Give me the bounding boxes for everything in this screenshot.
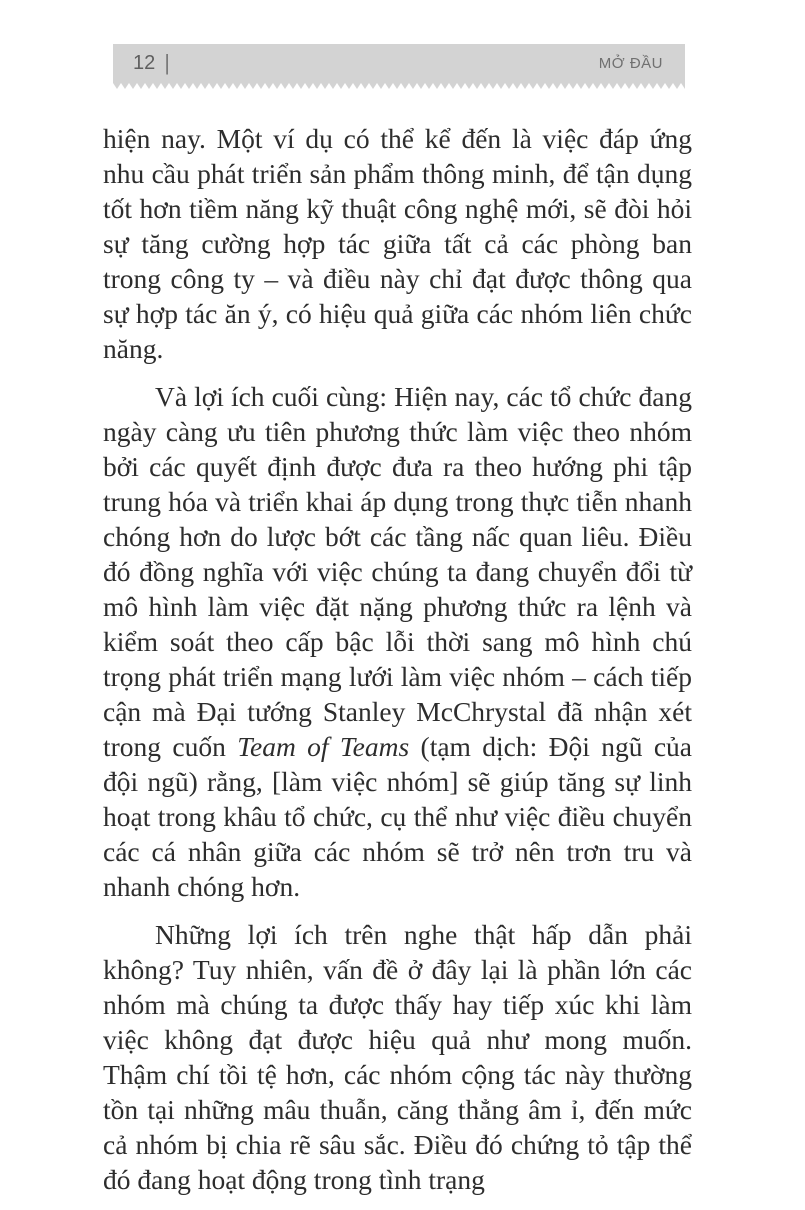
book-title-italic: Team of Teams	[237, 731, 410, 762]
running-header	[113, 44, 685, 83]
running-title: MỞ ĐẦU	[598, 55, 663, 72]
text-segment: hiện nay. Một ví dụ có thể kể đến là việc đáp ứng nhu cầu phát triển sản phẩm thông minh, để tận dụng tốt hơn tiềm năng kỹ thuật công nghệ mới, sẽ đòi hỏi sự tăng cường hợp tác giữa tất cả các phòng ban trong công ty – và điều này chỉ đạt được thông qua sự hợp tác ăn ý, có hiệu quả giữa các nhóm liên chức năng.	[103, 123, 692, 364]
paragraph	[103, 917, 692, 1197]
page-number-group	[133, 51, 170, 77]
header-perforated-edge	[113, 83, 685, 89]
text-segment: Và lợi ích cuối cùng: Hiện nay, các tổ chức đang ngày càng ưu tiên phương thức làm việc theo nhóm bởi các quyết định được đưa ra theo hướng phi tập trung hóa và triển khai áp dụng trong thực tiễn nhanh chóng hơn do lược bớt các tầng nấc quan liêu. Điều đó đồng nghĩa với việc chúng ta đang chuyển đổi từ mô hình làm việc đặt nặng phương thức ra lệnh và kiểm soát theo cấp bậc lỗi thời sang mô hình chú trọng phát triển mạng lưới làm việc nhóm – cách tiếp cận mà Đại tướng Stanley McChrystal đã nhận xét trong cuốn	[103, 381, 692, 762]
text-segment: Những lợi ích trên nghe thật hấp dẫn phải không? Tuy nhiên, vấn đề ở đây lại là phần lớn các nhóm mà chúng ta được thấy hay tiếp xúc khi làm việc không đạt được hiệu quả như mong muốn. Thậm chí tồi tệ hơn, các nhóm cộng tác này thường tồn tại những mâu thuẫn, căng thẳng âm ỉ, đến mức cả nhóm bị chia rẽ sâu sắc. Điều đó chứng tỏ tập thể đó đang hoạt động trong tình trạng	[103, 919, 692, 1195]
header-divider: |	[164, 49, 170, 75]
page-text	[103, 121, 692, 1210]
page-number: 12	[133, 52, 156, 74]
paragraph	[103, 121, 692, 366]
paragraph	[103, 379, 692, 904]
text-segment: (tạm dịch: Đội ngũ của đội ngũ) rằng, [làm việc nhóm] sẽ giúp tăng sự linh hoạt trong khâu tổ chức, cụ thể như việc điều chuyển các cá nhân giữa các nhóm sẽ trở nên trơn tru và nhanh chóng hơn.	[103, 731, 692, 902]
